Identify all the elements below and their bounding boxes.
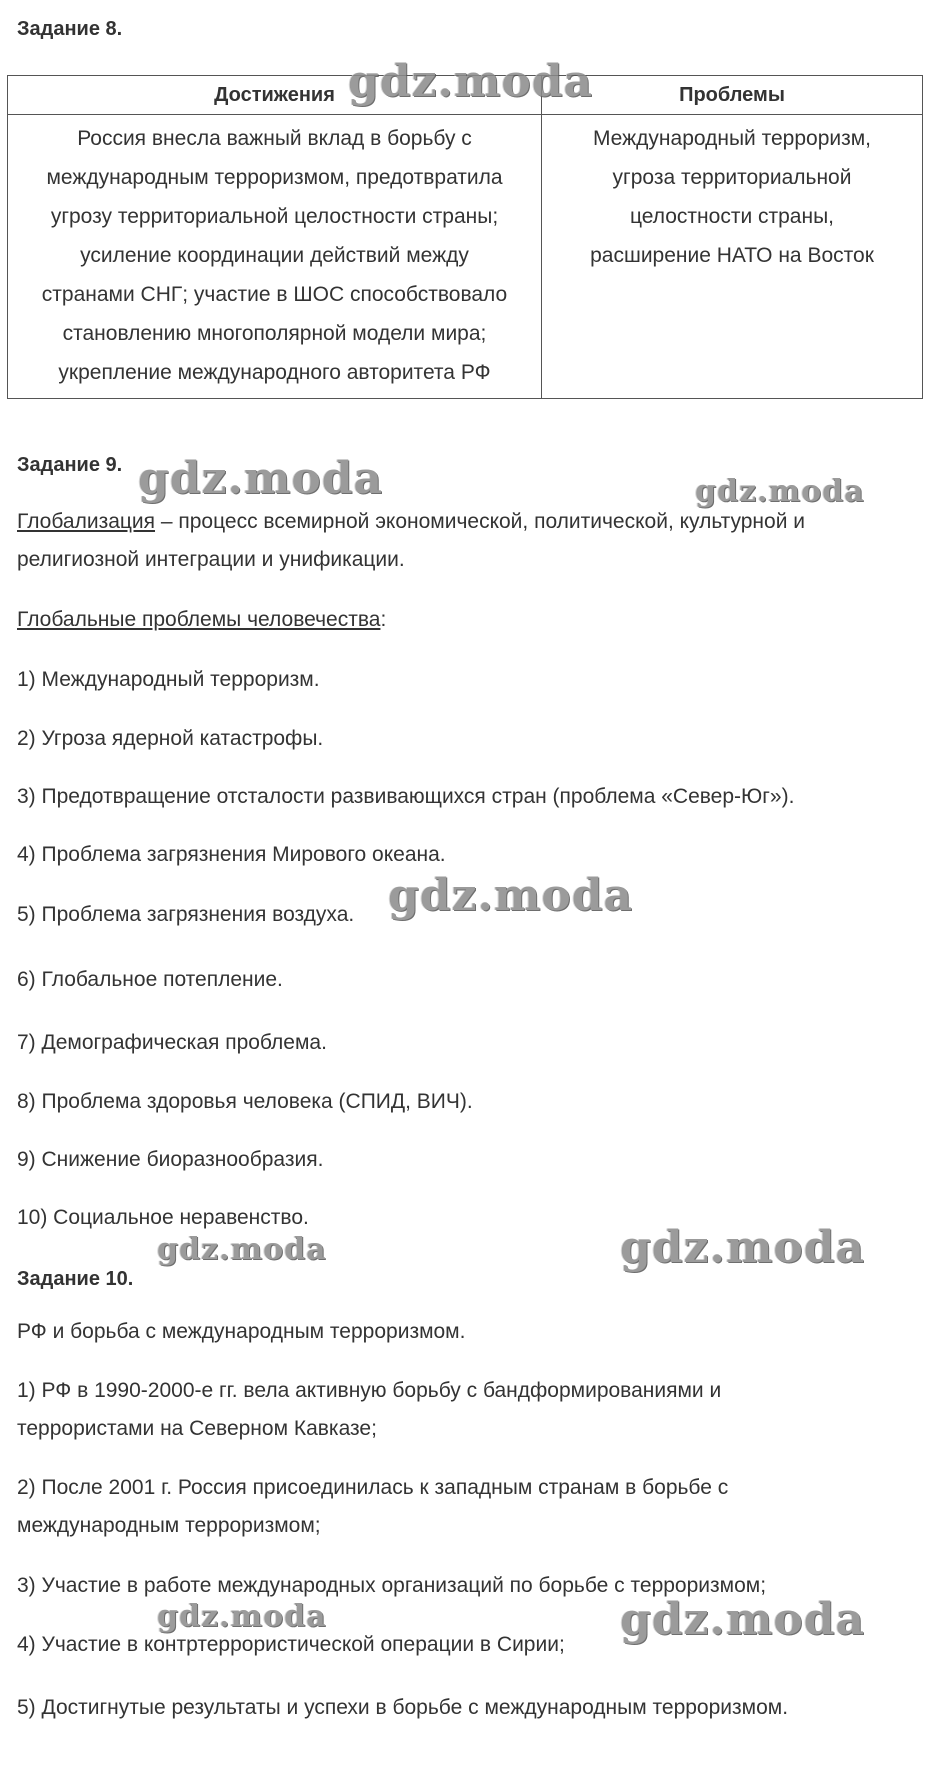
list-item: 10) Социальное неравенство. xyxy=(17,1206,309,1229)
header-achievements: Достижения xyxy=(8,76,542,115)
task9-title: Задание 9. xyxy=(17,454,123,476)
list-item: 4) Проблема загрязнения Мирового океана. xyxy=(17,843,446,866)
list-item: 8) Проблема здоровья человека (СПИД, ВИЧ). xyxy=(17,1090,473,1113)
task10-intro: РФ и борьба с международным терроризмом. xyxy=(17,1320,466,1343)
list-item: 9) Снижение биоразнообразия. xyxy=(17,1148,324,1171)
achievements-cell xyxy=(8,115,542,399)
task10-title: Задание 10. xyxy=(17,1268,134,1290)
global-problems-heading xyxy=(17,601,386,639)
problems-line: расширение НАТО на Восток xyxy=(590,244,874,267)
problems-line: целостности страны, xyxy=(629,205,835,228)
watermark-logo: gdz.moda xyxy=(620,1594,866,1645)
definition-text-cont: религиозной интеграции и унификации. xyxy=(17,548,405,571)
list-item-cont: террористами на Северном Кавказе; xyxy=(17,1417,377,1440)
list-item: 4) Участие в контртеррористической операции в Сирии; xyxy=(17,1633,565,1656)
list-item: 2) После 2001 г. Россия присоединилась к западным странам в борьбе с xyxy=(17,1476,729,1499)
list-item: 5) Достигнутые результаты и успехи в борьбе с международным терроризмом. xyxy=(17,1696,789,1719)
list-item: 5) Проблема загрязнения воздуха. xyxy=(17,903,355,926)
list-item: 3) Участие в работе международных организаций по борьбе с терроризмом; xyxy=(17,1574,767,1597)
list-item: 6) Глобальное потепление. xyxy=(17,968,283,991)
achievements-line: усиление координации действий между xyxy=(80,244,469,267)
watermark-logo: gdz.moda xyxy=(138,453,384,504)
achievements-line: Россия внесла важный вклад в борьбу с xyxy=(77,127,472,150)
definition-text: – процесс всемирной экономической, политической, культурной и xyxy=(155,510,806,533)
list-item: 3) Предотвращение отсталости развивающихся стран (проблема «Север-Юг»). xyxy=(17,785,795,808)
problems-cell xyxy=(542,115,923,399)
header-problems: Проблемы xyxy=(542,76,923,115)
achievements-line: становлению многополярной модели мира; xyxy=(62,322,487,345)
watermark-logo: gdz.moda xyxy=(620,1222,866,1273)
list-item: 7) Демографическая проблема. xyxy=(17,1031,327,1054)
list-item: 2) Угроза ядерной катастрофы. xyxy=(17,727,324,750)
list-item: 1) Международный терроризм. xyxy=(17,668,320,691)
problems-line: Международный терроризм, xyxy=(592,127,872,150)
watermark-logo: gdz.moda xyxy=(157,1599,327,1634)
global-problems-title: Глобальные проблемы человечества xyxy=(17,608,381,631)
achievements-line: угрозу территориальной целостности страны; xyxy=(50,205,499,228)
list-item: 1) РФ в 1990-2000-е гг. вела активную борьбу с бандформированиями и xyxy=(17,1379,722,1402)
table-row xyxy=(8,115,923,399)
watermark-logo: gdz.moda xyxy=(388,870,634,921)
globalization-definition xyxy=(17,503,805,541)
achievements-problems-table xyxy=(7,75,923,399)
heading-colon: : xyxy=(380,608,387,631)
list-item-cont: международным терроризмом; xyxy=(17,1514,321,1537)
watermark-logo: gdz.moda xyxy=(157,1232,327,1267)
problems-line: угроза территориальной xyxy=(612,166,852,189)
achievements-line: международным терроризмом, предотвратила xyxy=(46,166,503,189)
watermark-logo: gdz.moda xyxy=(695,474,865,509)
watermark-logo: gdz.moda xyxy=(348,56,594,107)
achievements-line: укрепление международного авторитета РФ xyxy=(58,361,491,384)
globalization-term: Глобализация xyxy=(17,510,156,533)
task8-title: Задание 8. xyxy=(17,18,123,40)
achievements-line: странами СНГ; участие в ШОС способствовало xyxy=(41,283,508,306)
